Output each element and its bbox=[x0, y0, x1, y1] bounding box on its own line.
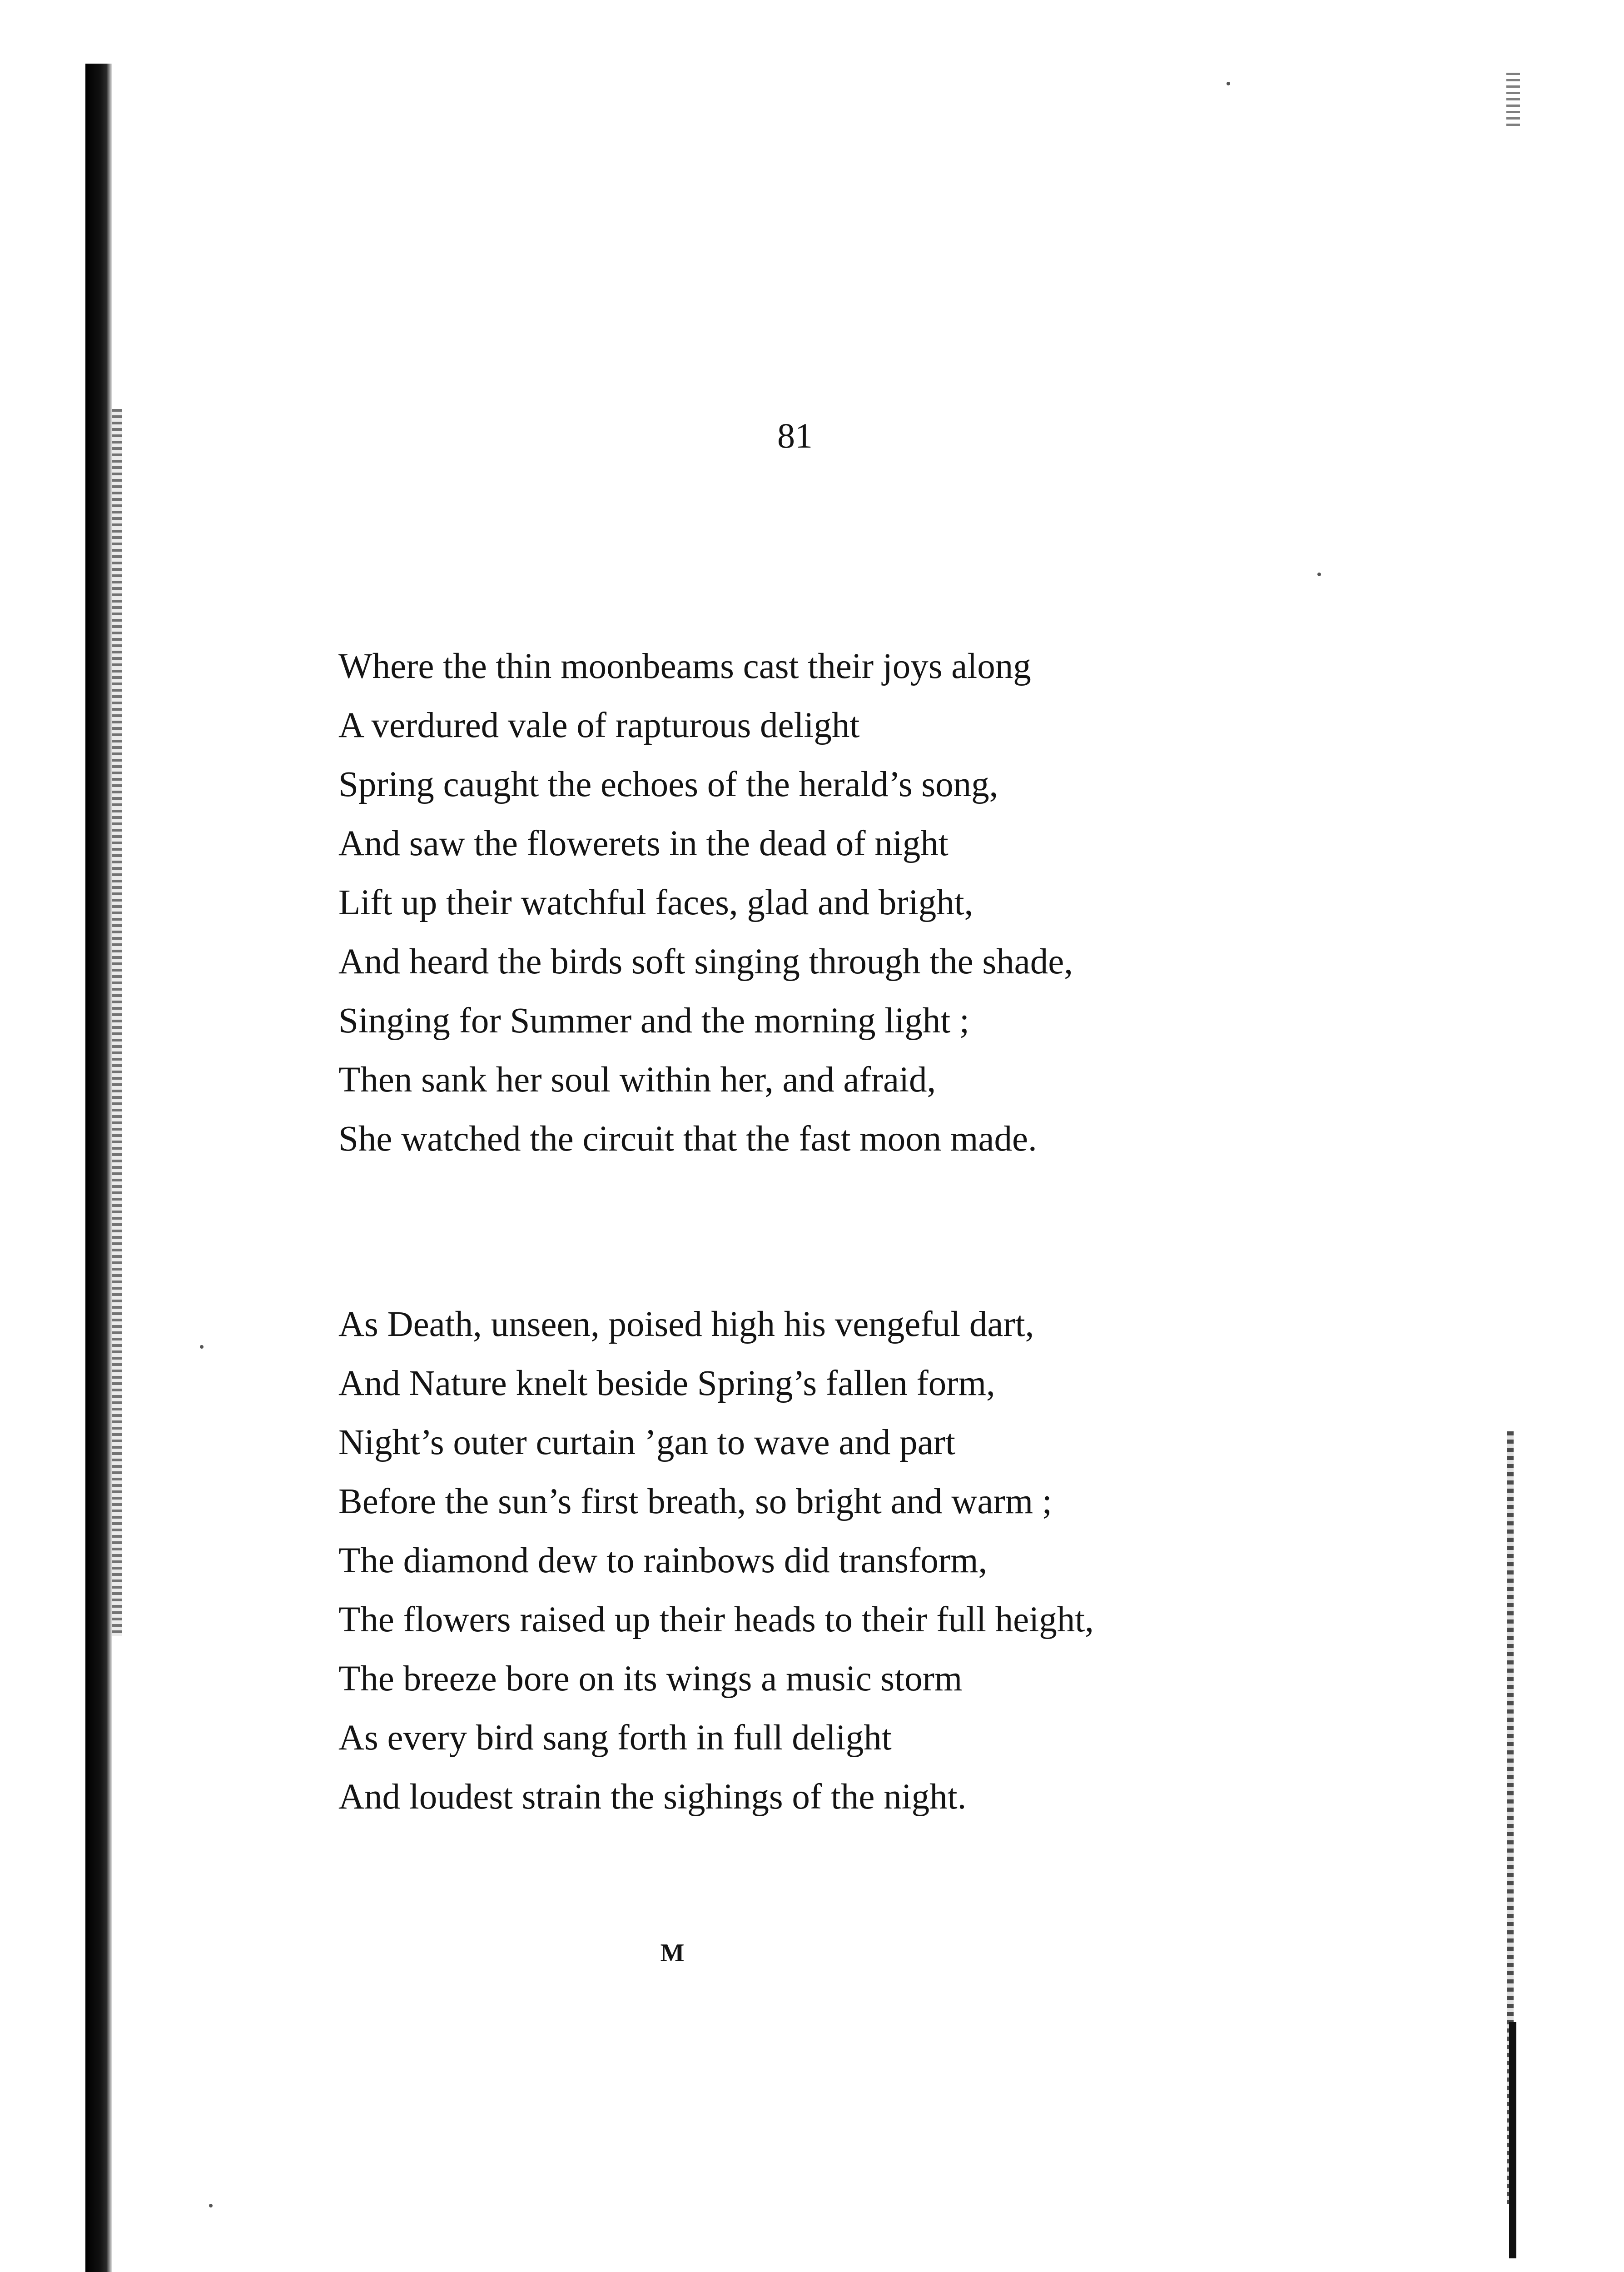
binding-edge-texture bbox=[112, 409, 122, 1636]
verse-line: Spring caught the echoes of the herald’s song, bbox=[338, 765, 998, 804]
verse-line: Night’s outer curtain ’gan to wave and part bbox=[338, 1423, 955, 1462]
scan-speck bbox=[1317, 573, 1321, 576]
stanza-2 bbox=[338, 1295, 1094, 1827]
page-edge-right-bar bbox=[1509, 2022, 1516, 2258]
stanza-1 bbox=[338, 637, 1073, 1169]
page-number: 81 bbox=[777, 416, 813, 455]
verse-line: Before the sun’s first breath, so bright and warm ; bbox=[338, 1482, 1052, 1521]
verse-line: The flowers raised up their heads to their full height, bbox=[338, 1600, 1094, 1639]
verse-line: Lift up their watchful faces, glad and bright, bbox=[338, 883, 973, 922]
verse-line: Then sank her soul within her, and afraid, bbox=[338, 1060, 936, 1100]
verse-line: The diamond dew to rainbows did transform, bbox=[338, 1541, 988, 1580]
verse-line: Singing for Summer and the morning light ; bbox=[338, 1001, 969, 1041]
verse-line: The breeze bore on its wings a music storm bbox=[338, 1659, 963, 1699]
verse-line: And Nature knelt beside Spring’s fallen form, bbox=[338, 1364, 995, 1403]
scan-speck bbox=[200, 1345, 204, 1349]
binding-edge-left bbox=[85, 64, 112, 2272]
verse-line: A verdured vale of rapturous delight bbox=[338, 706, 860, 745]
verse-line: She watched the circuit that the fast moon made. bbox=[338, 1119, 1037, 1159]
signature-mark: M bbox=[660, 1939, 685, 1967]
verse-line: And saw the flowerets in the dead of night bbox=[338, 824, 949, 863]
verse-line: Where the thin moonbeams cast their joys along bbox=[338, 647, 1031, 686]
verse-line: And loudest strain the sighings of the night. bbox=[338, 1777, 967, 1817]
scan-speck bbox=[209, 2204, 213, 2207]
verse-line: As Death, unseen, poised high his vengeful dart, bbox=[338, 1305, 1034, 1344]
verse-line: And heard the birds soft singing through the shade, bbox=[338, 942, 1073, 982]
verse-line: As every bird sang forth in full delight bbox=[338, 1718, 892, 1758]
scan-speck bbox=[1227, 82, 1230, 85]
page-edge-right-top bbox=[1506, 73, 1520, 127]
